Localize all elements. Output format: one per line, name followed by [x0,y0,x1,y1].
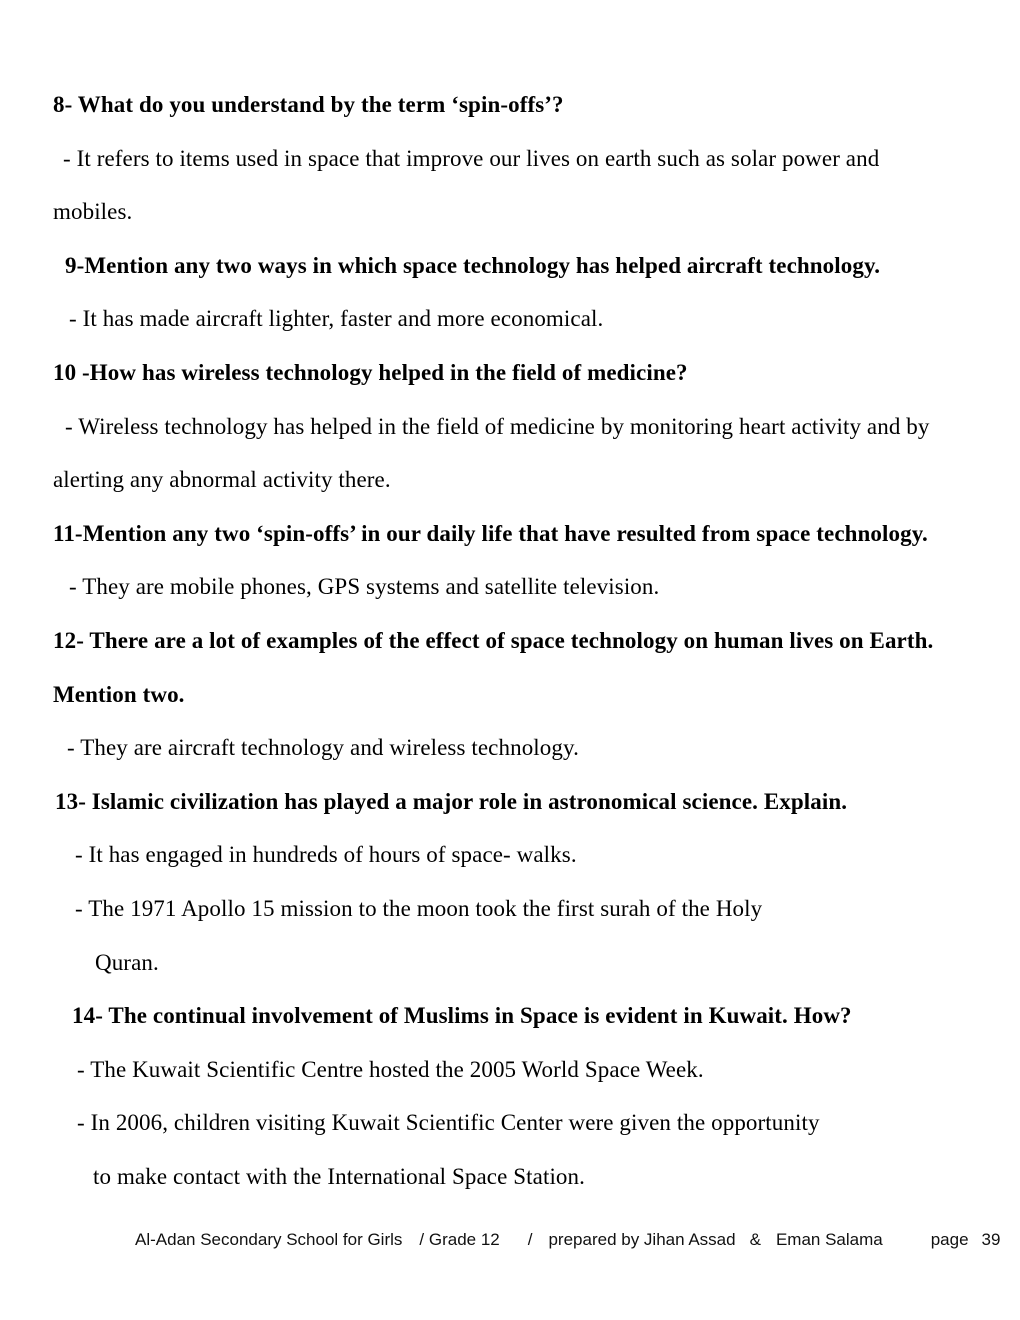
question-12-heading-line-1: 12- There are a lot of examples of the effect of space technology on human lives on Earth. [53,627,934,653]
footer-prepared-by: prepared by Jihan Assad [548,1230,736,1249]
footer-slash-divider: / [527,1230,533,1249]
question-8-heading: 8- What do you understand by the term ‘spin-offs’? [53,92,564,117]
question-12-heading-line-2: Mention two. [53,681,185,707]
answer-13-line-1: - It has engaged in hundreds of hours of space- walks. [75,842,577,868]
answer-8-line-1: - It refers to items used in space that improve our lives on earth such as solar power and [63,145,880,171]
answer-14-line-2: - In 2006, children visiting Kuwait Scientific Center were given the opportunity [77,1110,820,1136]
question-9-heading: 9-Mention any two ways in which space technology has helped aircraft technology. [65,252,881,278]
answer-9-line-1: - It has made aircraft lighter, faster and more economical. [69,306,604,332]
question-11-heading: 11-Mention any two ‘spin-offs’ in our daily life that have resulted from space technology. [53,520,928,546]
question-14-heading: 14- The continual involvement of Muslims in Space is evident in Kuwait. How? [72,1003,852,1029]
answer-10-line-1: - Wireless technology has helped in the field of medicine by monitoring heart activity and by [65,413,930,439]
question-10-heading: 10 -How has wireless technology helped in the field of medicine? [53,359,688,385]
footer-second-author: Eman Salama [775,1230,883,1249]
footer-ampersand: & [749,1230,761,1249]
answer-12-line-1: - They are aircraft technology and wireless technology. [67,735,579,761]
answer-13-line-3: Quran. [95,949,159,975]
answer-13-line-2: - The 1971 Apollo 15 mission to the moon took the first surah of the Holy [75,895,763,921]
answer-14-line-3: to make contact with the International Space Station. [93,1163,585,1189]
answer-10-line-2: alerting any abnormal activity there. [53,467,391,493]
page-footer [0,1230,1020,1250]
footer-school-name: Al-Adan Secondary School for Girls [135,1230,403,1249]
answer-11-line-1: - They are mobile phones, GPS systems and satellite television. [69,574,660,600]
answer-8-line-2: mobiles. [53,199,133,225]
question-13-heading: 13- Islamic civilization has played a major role in astronomical science. Explain. [55,788,848,814]
footer-page-label: page [930,1230,969,1249]
answer-14-line-1: - The Kuwait Scientific Centre hosted the 2005 World Space Week. [77,1056,704,1082]
footer-page-number: 39 [981,1230,1001,1249]
footer-grade: / Grade 12 [419,1230,500,1249]
